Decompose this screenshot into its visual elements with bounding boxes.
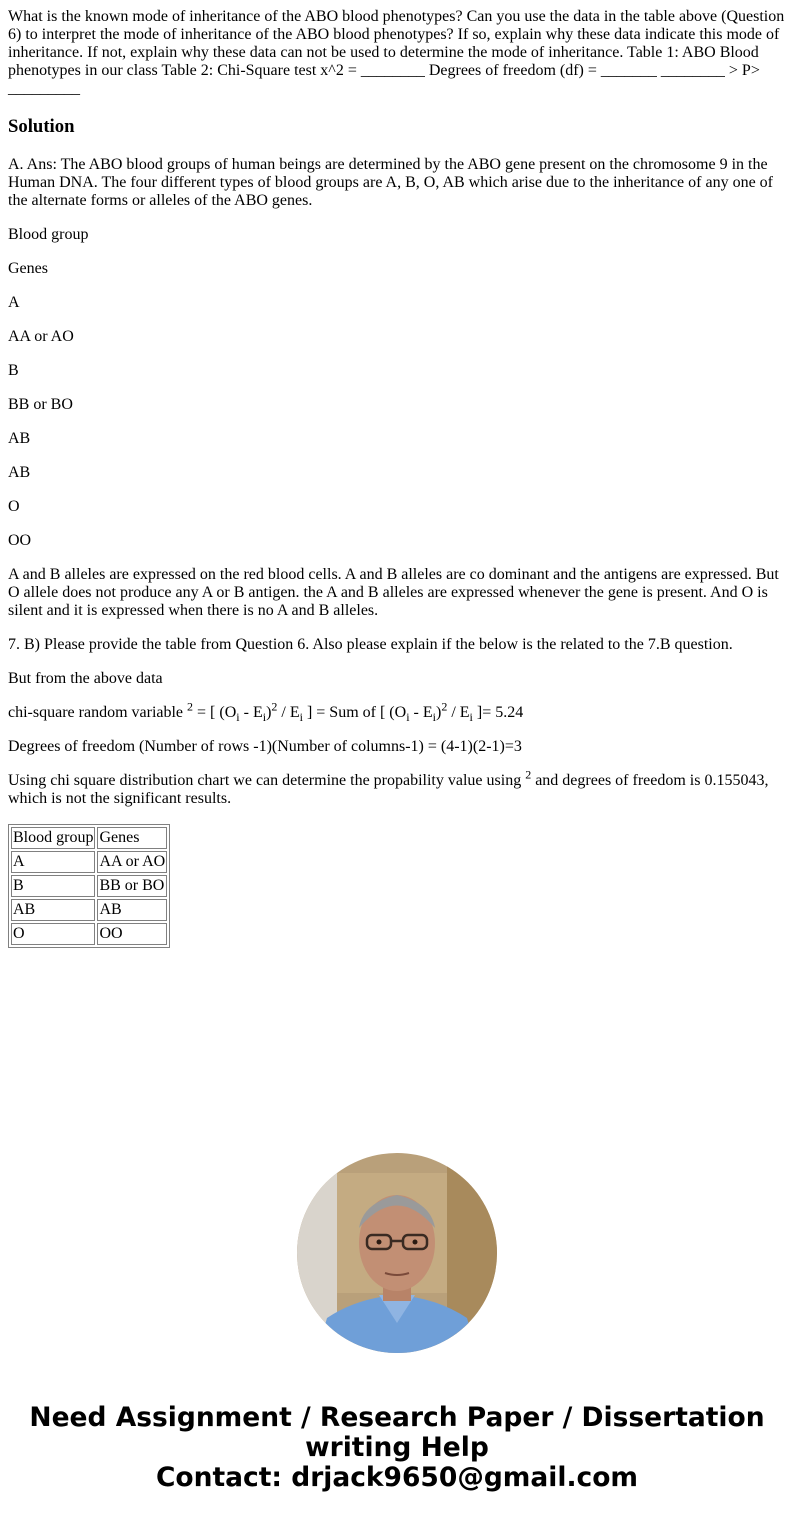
table-cell: AA or AO xyxy=(97,851,167,873)
chi-text: ) xyxy=(266,704,272,721)
prob-text: Using chi square distribution chart we can determine the propability value using xyxy=(8,772,526,789)
from-data-text: But from the above data xyxy=(8,670,163,687)
promo-contact: Contact: drjack9650@gmail.com xyxy=(155,1462,639,1493)
chi-text: / E xyxy=(447,704,470,721)
list-line: Blood group xyxy=(8,226,89,243)
chi-text: ]= 5.24 xyxy=(472,704,524,721)
table-cell: O xyxy=(11,923,95,945)
chi-sub: i xyxy=(469,710,473,725)
avatar-portrait-image xyxy=(297,1153,497,1353)
degrees-of-freedom-line: Degrees of freedom (Number of rows -1)(Number of columns-1) = (4-1)(2-1)=3 xyxy=(8,738,522,755)
chi-text: - E xyxy=(239,704,263,721)
chi-sub: i xyxy=(406,710,410,725)
list-line: O xyxy=(8,498,20,515)
blood-group-table xyxy=(8,824,170,948)
table-cell: A xyxy=(11,851,95,873)
chi-text: ) xyxy=(435,704,442,721)
table-cell: OO xyxy=(97,923,167,945)
chi-sub: i xyxy=(432,710,436,725)
promo-line: writing Help xyxy=(305,1432,489,1463)
promo-line: Need Assignment / Research Paper / Dissertation xyxy=(29,1402,765,1433)
chi-sup: 2 xyxy=(271,699,278,714)
table-cell: B xyxy=(11,875,95,897)
table-cell: Genes xyxy=(97,827,167,849)
chi-sub: i xyxy=(299,710,303,725)
chi-sub: i xyxy=(262,710,267,725)
chi-sub: i xyxy=(236,710,240,725)
question-blank: _________ xyxy=(8,80,80,97)
chi-sup: 2 xyxy=(441,699,448,714)
promo-banner xyxy=(0,1403,794,1493)
table-row xyxy=(11,827,167,849)
question-7b: 7. B) Please provide the table from Question 6. Also please explain if the below is the related to the 7.B question. xyxy=(8,636,733,653)
list-line: AB xyxy=(8,464,31,481)
list-line: AA or AO xyxy=(8,328,74,345)
list-line: AB xyxy=(8,430,31,447)
prob-text: and degrees of freedom is 0.155043, which is not the significant results. xyxy=(8,772,769,807)
prob-sup: 2 xyxy=(525,767,532,782)
table-cell: Blood group xyxy=(11,827,95,849)
table-cell: BB or BO xyxy=(97,875,167,897)
table-row xyxy=(11,899,167,921)
chi-text: = [ (O xyxy=(193,704,237,721)
answer-intro: A. Ans: The ABO blood groups of human beings are determined by the ABO gene present on the chromosome 9 in the Human DNA. The four different types of blood groups are A, B, O, AB which arise due to the inheritance of any one of the alternate forms or alleles of the ABO genes. xyxy=(8,156,773,209)
list-line: B xyxy=(8,362,19,379)
table-row xyxy=(11,875,167,897)
chi-text: chi-square random variable xyxy=(8,704,188,721)
list-line: BB or BO xyxy=(8,396,73,413)
author-avatar xyxy=(297,1153,497,1353)
chi-text: - E xyxy=(409,704,433,721)
alleles-paragraph: A and B alleles are expressed on the red blood cells. A and B alleles are co dominant and the antigens are expressed. But O allele does not produce any A or B antigen. the A and B alleles are expressed whenever the gene is present. And O is silent and it is expressed when there is no A and B alleles. xyxy=(8,566,779,619)
table-cell: AB xyxy=(97,899,167,921)
chi-text: ] = Sum of [ (O xyxy=(302,704,407,721)
table-cell: AB xyxy=(11,899,95,921)
table-row xyxy=(11,851,167,873)
list-line: A xyxy=(8,294,20,311)
question-text: What is the known mode of inheritance of the ABO blood phenotypes? Can you use the data in the table above (Question 6) to interpret the mode of inheritance of the ABO blood phenotypes? If so, explain why these data indicate this mode of inheritance. If not, explain why these data can not be used to determine the mode of inheritance. Table 1: ABO Blood phenotypes in our class Table 2: Chi-Square test x^2 = ________ Degrees of freedom (df) = _______ ________ > P> xyxy=(8,8,785,79)
chi-sup: 2 xyxy=(187,699,194,714)
chi-text: / E xyxy=(277,704,300,721)
chi-square-line xyxy=(8,699,786,725)
list-line: OO xyxy=(8,532,32,549)
probability-line xyxy=(8,767,786,808)
table-row xyxy=(11,923,167,945)
list-line: Genes xyxy=(8,260,48,277)
solution-heading: Solution xyxy=(8,116,75,137)
